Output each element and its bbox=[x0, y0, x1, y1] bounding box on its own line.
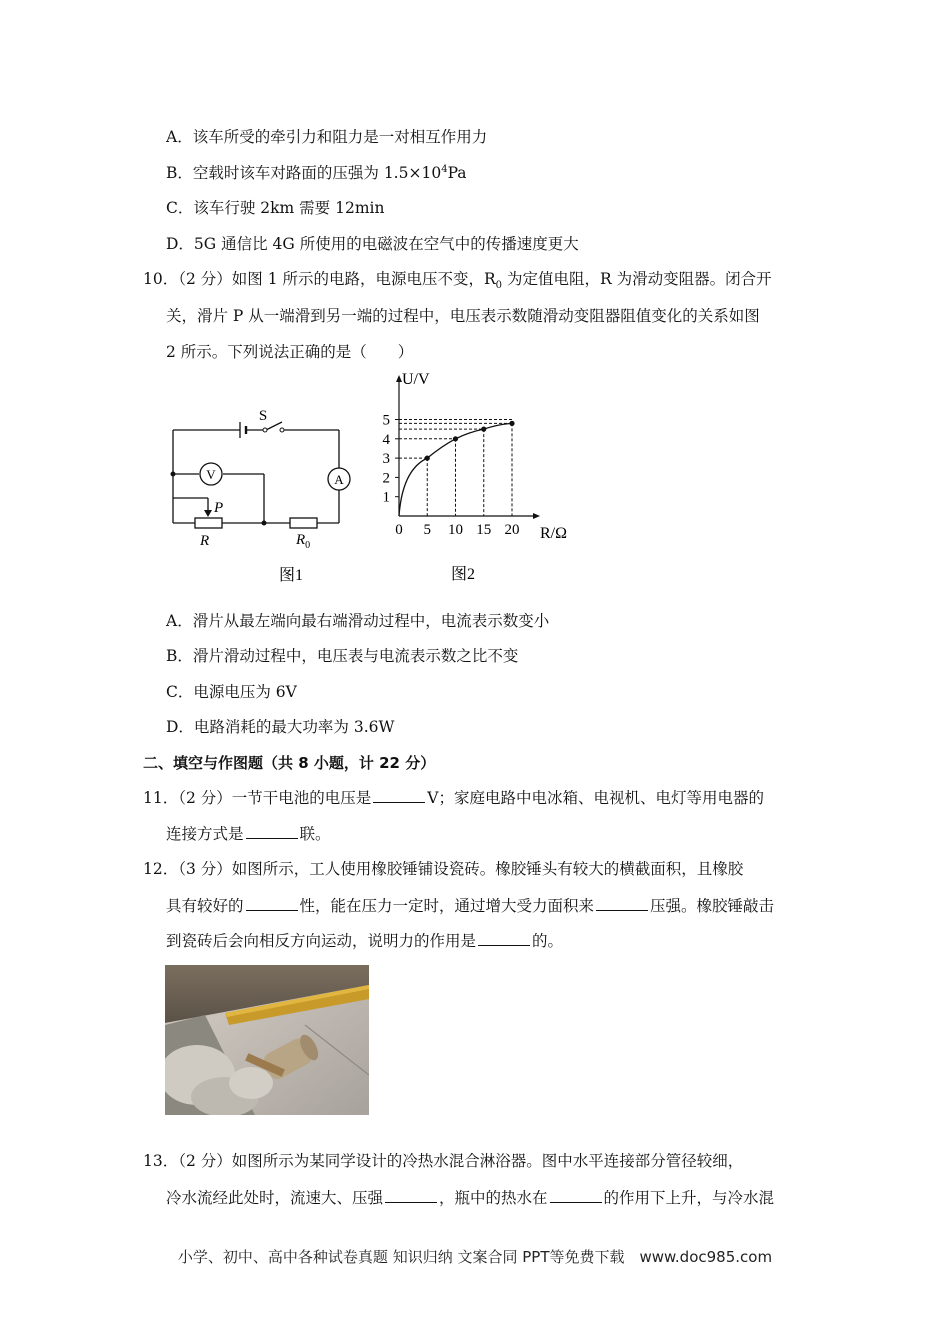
q10-text-b: 为定值电阻，R 为滑动变阻器。闭合开 bbox=[502, 270, 772, 288]
y-tick-label: 3 bbox=[382, 451, 390, 468]
q10-r0-subscript: 0 bbox=[495, 280, 503, 292]
q9-option-b-text: B．空载时该车对路面的压强为 1.5×10 bbox=[166, 164, 442, 182]
q9-option-a: A．该车所受的牵引力和阻力是一对相互作用力 bbox=[166, 128, 488, 146]
q12-blank-3[interactable] bbox=[478, 931, 530, 946]
x-axis-arrow-icon bbox=[533, 513, 540, 519]
figure-2-caption: 图2 bbox=[450, 566, 476, 583]
y-axis-label: U/V bbox=[402, 371, 430, 388]
q12-blank-2[interactable] bbox=[596, 896, 648, 911]
q12-text-d: 压强。橡胶锤敲击 bbox=[650, 897, 775, 915]
switch-label: S bbox=[258, 408, 268, 424]
q10-line-3: 2 所示。下列说法正确的是（ ） bbox=[166, 343, 414, 361]
origin-label: 0 bbox=[395, 522, 403, 538]
q13-text-c: ，瓶中的热水在 bbox=[439, 1189, 548, 1207]
junction-dot bbox=[262, 521, 267, 526]
y-tick-label: 1 bbox=[382, 489, 390, 506]
q12-text-b: 具有较好的 bbox=[166, 897, 244, 915]
q10-option-c: C．电源电压为 6V bbox=[166, 683, 297, 701]
mallet-photo bbox=[165, 965, 369, 1115]
data-point bbox=[509, 421, 514, 426]
glove-right-hand bbox=[229, 1067, 273, 1099]
x-tick-label: 20 bbox=[504, 522, 520, 538]
q13-line-2 bbox=[166, 1187, 774, 1209]
q11-line-2 bbox=[166, 823, 331, 845]
junction-dot bbox=[171, 472, 176, 477]
voltmeter-label: V bbox=[206, 467, 216, 482]
data-point bbox=[481, 427, 486, 432]
switch-contact-icon bbox=[263, 428, 267, 432]
q13-text-d: 的作用下上升，与冷水混 bbox=[603, 1189, 775, 1207]
q11-text-b: V；家庭电路中电冰箱、电视机、电灯等用电器的 bbox=[427, 789, 764, 807]
x-tick-label: 10 bbox=[448, 522, 463, 538]
q11-text-c: 连接方式是 bbox=[166, 825, 244, 843]
x-tick-label: 5 bbox=[423, 522, 431, 538]
figure-1-caption: 图1 bbox=[278, 567, 304, 584]
q9-option-c: C．该车行驶 2km 需要 12min bbox=[166, 199, 385, 217]
q11-blank-1[interactable] bbox=[373, 788, 425, 803]
q13-text-a: （2 分）如图所示为某同学设计的冷热水混合淋浴器。图中水平连接部分管径较细， bbox=[178, 1152, 744, 1170]
q12-line-2 bbox=[166, 895, 774, 917]
slider-arrow-icon bbox=[204, 510, 212, 517]
footer-watermark-text: 小学、初中、高中各种试卷真题 知识归纳 文案合同 PPT等免费下载 www.doc985.com bbox=[177, 1248, 773, 1266]
q11-text-a: （2 分）一节干电池的电压是 bbox=[178, 789, 372, 807]
q12-line-1 bbox=[143, 858, 743, 880]
q10-number: 10． bbox=[143, 270, 179, 288]
q10-option-d: D．电路消耗的最大功率为 3.6W bbox=[166, 718, 395, 736]
x-tick-label: 15 bbox=[476, 522, 492, 538]
slider-label: P bbox=[214, 500, 224, 516]
figure-2-graph bbox=[372, 370, 582, 585]
rheostat-label: R bbox=[200, 533, 210, 549]
r0-subscript: 0 bbox=[305, 540, 311, 551]
resistor-r0 bbox=[290, 518, 317, 528]
rheostat-r bbox=[195, 518, 222, 528]
q12-text-e: 到瓷砖后会向相反方向运动，说明力的作用是 bbox=[166, 932, 477, 950]
q11-text-d: 联。 bbox=[299, 825, 331, 843]
q9-option-b-unit: Pa bbox=[447, 164, 467, 182]
data-point bbox=[425, 456, 430, 461]
q13-line-1 bbox=[143, 1150, 743, 1172]
q12-text-f: 的。 bbox=[532, 932, 564, 950]
q10-line-2: 关，滑片 P 从一端滑到另一端的过程中，电压表示数随滑动变阻器阻值变化的关系如图 bbox=[166, 307, 760, 325]
q13-blank-2[interactable] bbox=[550, 1188, 602, 1203]
q12-text-c: 性，能在压力一定时，通过增大受力面积来 bbox=[299, 897, 595, 915]
q11-blank-2[interactable] bbox=[246, 824, 298, 839]
q12-line-3 bbox=[166, 930, 563, 952]
q9-option-d: D．5G 通信比 4G 所使用的电磁波在空气中的传播速度更大 bbox=[166, 235, 579, 253]
q9-option-b-exponent: 4 bbox=[441, 163, 448, 175]
q12-text-a: （3 分）如图所示，工人使用橡胶锤铺设瓷砖。橡胶锤头有较大的横截面积，且橡胶 bbox=[178, 860, 744, 878]
q13-number: 13． bbox=[143, 1152, 179, 1170]
y-tick-label: 2 bbox=[382, 470, 390, 487]
svg-text:R0 bbox=[295, 532, 310, 551]
q11-line-1 bbox=[143, 787, 764, 809]
q11-number: 11． bbox=[143, 789, 179, 807]
x-axis-label: R/Ω bbox=[540, 525, 568, 542]
data-point bbox=[453, 436, 458, 441]
figure-1-circuit bbox=[160, 400, 360, 585]
q13-blank-1[interactable] bbox=[385, 1188, 437, 1203]
ammeter-label: A bbox=[334, 472, 344, 487]
r0-label: R bbox=[296, 532, 306, 548]
q10-text-a: （2 分）如图 1 所示的电路，电源电压不变，R bbox=[178, 270, 496, 288]
q10-line-1 bbox=[143, 268, 772, 290]
q13-text-b: 冷水流经此处时，流速大、压强 bbox=[166, 1189, 384, 1207]
switch-blade bbox=[266, 422, 282, 430]
q12-number: 12． bbox=[143, 860, 179, 878]
section-2-heading: 二、填空与作图题（共 8 小题，计 22 分） bbox=[143, 754, 436, 772]
y-tick-label: 4 bbox=[382, 431, 390, 448]
q10-option-a: A．滑片从最左端向最右端滑动过程中，电流表示数变小 bbox=[166, 612, 550, 630]
q9-option-b bbox=[166, 162, 467, 184]
q12-blank-1[interactable] bbox=[246, 896, 298, 911]
y-tick-label: 5 bbox=[382, 412, 390, 429]
q10-option-b: B．滑片滑动过程中，电压表与电流表示数之比不变 bbox=[166, 647, 519, 665]
